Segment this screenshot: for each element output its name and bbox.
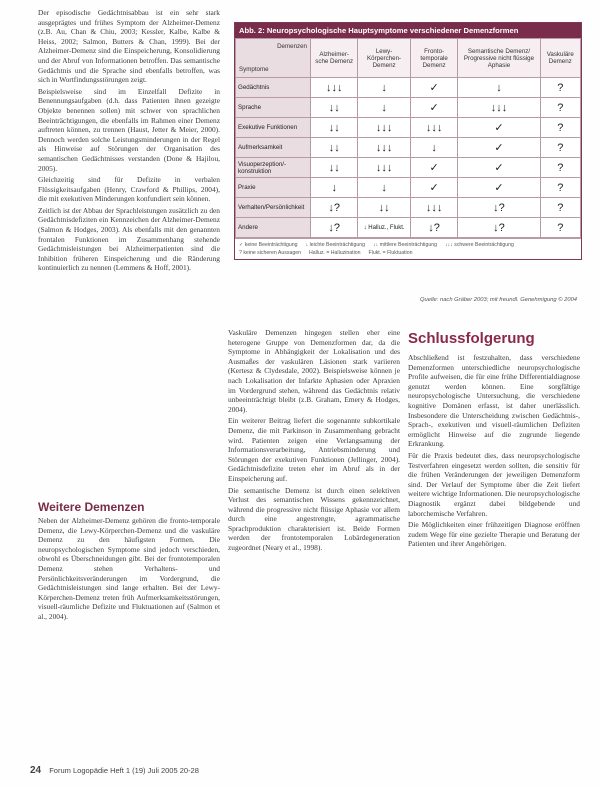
paragraph: Beispielsweise sind im Einzelfall Defizite in Benennungsaufgaben (d.h. dass Patienten ihnen gezeigte Objekte benennen sollen) mit schwer von sprachlichen Beeinträchtigungen, die ebenfalls im Rahmen einer Demenz auftreten können, zu trennen (Haust, Jetter & Meier, 2000). Dennoch werden solche Leistungsminderungen in der Regel als Hinweise auf Störungen der Organisation des semantischen Gedächtnisses verstanden (Done & Hajilou, 2005).: [38, 86, 220, 173]
paragraph: Für die Praxis bedeutet dies, dass neuropsychologische Testverfahren eingesetzt werden sollten, die sensitiv für die frühen Veränderungen der jeweiligen Demenzform sind. Der Verlauf der Symptome über die Zeit liefert weitere wichtige Informationen. Die neuropsychologische Diagnostik ergänzt dabei bildgebende und laborchemische Verfahren.: [408, 450, 580, 518]
legend-item: ? keine sicheren Aussagen: [239, 250, 302, 256]
table-cell: ↓↓: [358, 198, 410, 218]
table-title: Abb. 2: Neuropsychologische Hauptsymptome verschiedener Demenzformen: [235, 23, 581, 38]
table-body: [236, 78, 581, 238]
table-cell: ✓: [458, 118, 540, 138]
table-row: [236, 178, 581, 198]
table-cell: ↓: [311, 178, 358, 198]
page-number: 24: [30, 765, 42, 776]
table-legend: [235, 238, 581, 259]
table-row: [236, 78, 581, 98]
table-cell: ↓: [358, 78, 410, 98]
table-cell: ?: [540, 218, 580, 238]
table-row: [236, 158, 581, 178]
legend-item: ↓↓ mittlere Beeinträchtigung: [372, 242, 437, 248]
paragraph: Neben der Alzheimer-Demenz gehören die fronto-temporale Demenz, die Lewy-Körperchen-Demenz und die vaskuläre Demenz zu den häufigsten Formen. Die neuropsychologischen Symptome sind jedoch verschieden, obwohl es Überschneidungen gibt. Bei der frontotemporalen Demenz stehen Verhaltens- und Persönlichkeitsveränderungen im Vordergrund, die Gedächtnisleistungen sind lange erhalten. Bei der Lewy-Körperchen-Demenz treten früh Aufmerksamkeitsstörungen, visuell-räumliche Defizite und Fluktuationen auf (Salmon et al., 2004).: [38, 516, 220, 621]
corner-label-symptome: Symptome: [239, 66, 269, 73]
row-label: Exekutive Funktionen: [236, 118, 311, 138]
legend-item: Halluz. = Halluzination: [309, 250, 361, 256]
text-column-left-lower: [38, 516, 220, 624]
section-heading-weitere-demenzen: Weitere Demenzen: [38, 500, 145, 514]
legend-item: ↓ leichte Beeinträchtigung: [305, 242, 365, 248]
table-cell: ↓ Halluz., Flukt.: [358, 218, 410, 238]
table-row: [236, 98, 581, 118]
table-row: [236, 218, 581, 238]
column-header: Lewy-Körperchen-Demenz: [358, 39, 410, 78]
table-corner: [236, 39, 311, 78]
table-cell: ↓: [458, 78, 540, 98]
row-label: Sprache: [236, 98, 311, 118]
table-cell: ↓↓↓: [311, 78, 358, 98]
row-label: Andere: [236, 218, 311, 238]
table-cell: ✓: [458, 178, 540, 198]
column-header: Fronto-temporale Demenz: [410, 39, 458, 78]
paragraph: Ein weiterer Beitrag liefert die sogenannte subkortikale Demenz, die mit Parkinson in Zusammenhang gebracht wird. Patienten zeigen eine Verlangsamung der Informationsverarbeitung, Antriebsminderung und Störungen der exekutiven Funktionen (Jellinger, 2004). Gedächtnisdefizite treten eher im Abruf als in der Einspeicherung auf.: [228, 416, 400, 483]
table-cell: ↓?: [311, 198, 358, 218]
table-cell: ↓?: [311, 218, 358, 238]
table-cell: ↓↓↓: [458, 98, 540, 118]
table-cell: ↓↓: [311, 138, 358, 158]
table-cell: ✓: [410, 158, 458, 178]
table-cell: ✓: [458, 138, 540, 158]
table-cell: ✓: [410, 78, 458, 98]
table-cell: ↓?: [458, 198, 540, 218]
text-column-middle: [228, 328, 400, 555]
table-cell: ↓↓: [311, 98, 358, 118]
table-grid: [235, 38, 581, 238]
paragraph: Die semantische Demenz ist durch einen selektiven Verlust des semantischen Wissens gekennzeichnet, während die progressive nicht flüssige Aphasie vor allem durch eine angestrengte, agrammatische Sprachproduktion charakterisiert ist. Beide Formen werden der frontotemporalen Lobärdegeneration zugeordnet (Neary et al., 1998).: [228, 485, 400, 553]
page-footer: [30, 765, 199, 776]
text-column-left: [38, 8, 220, 275]
paragraph: Abschließend ist festzuhalten, dass verschiedene Demenzformen unterschiedliche neuropsychologische Profile aufweisen, die für eine frühe Differentialdiagnose genutzt werden können. Eine sorgfältige neuropsychologische Untersuchung, die verschiedene kognitive Domänen erfasst, ist daher unerlässlich. Insbesondere die Unterscheidung zwischen Gedächtnis-, Sprach-, exekutiven und visuell-räumlichen Defiziten ermöglicht Hinweise auf die zugrunde liegende Erkrankung.: [408, 353, 580, 449]
paragraph: Zeitlich ist der Abbau der Sprachleistungen zusätzlich zu den Gedächtnisdefiziten ein Kennzeichen der Alzheimer-Demenz (Salmon & Hodges, 2003). Als ebenfalls mit den genannten frontalen Funktionen im Zusammenhang stehende Gedächtnisleistungen bei Alzheimerpatienten sind die Inhibition früheren Einspeicherung und die Ränderung kontinuierlich zu nennen (Lemmens & Hoff, 2001).: [38, 205, 220, 273]
table-cell: ↓: [358, 98, 410, 118]
paragraph: Der episodische Gedächtnisabbau ist ein sehr stark ausgeprägtes und frühes Symptom der Alzheimer-Demenz (z.B. Au, Chan & Chiu, 2003; Kessler, Kalbe, Kalbe & Heiss, 2002; Salmon, Butters & Chan, 1999). Bei der Alzheimer-Demenz sind die Einspeicherung, Konsolidierung und der Abruf von Informationen betroffen. Das semantische Gedächtnis und die Sprache sind ebenfalls betroffen, was sich in Wortfindungsstörungen zeigt.: [38, 8, 220, 85]
symptom-table: [234, 22, 582, 260]
section-heading-schlussfolgerung: Schlussfolgerung: [408, 330, 535, 347]
table-row: [236, 198, 581, 218]
paragraph: Vaskuläre Demenzen hingegen stellen eher eine heterogene Gruppe von Demenzformen dar, da die Symptome in Abhängigkeit der Lokalisation und des Ausmaßes der vaskulären Läsionen stark variieren (Kertesz & Clydesdale, 2002). Beispielsweise können je nach Lokalisation der Infarkte Aphasien oder Apraxien im Vordergrund stehen, während das Gedächtnis relativ unbeeinträchtigt bleibt (z.B. Graham, Emery & Hodges, 2004).: [228, 328, 400, 414]
corner-label-demenzen: Demenzen: [277, 43, 307, 50]
table-source: Quelle: nach Gräber 2003; mit freundl. Genehmigung © 2004: [420, 297, 578, 303]
footer-text: Forum Logopädie Heft 1 (19) Juli 2005 20-28: [49, 766, 199, 775]
table-cell: ✓: [458, 158, 540, 178]
column-header: Alzheimer-sche Demenz: [311, 39, 358, 78]
table-row: [236, 118, 581, 138]
table-cell: ?: [540, 98, 580, 118]
row-label: Visuoperzeption/-konstruktion: [236, 158, 311, 178]
table-row: [236, 138, 581, 158]
row-label: Praxie: [236, 178, 311, 198]
table-cell: ✓: [410, 178, 458, 198]
table-cell: ↓?: [410, 218, 458, 238]
table-cell: ↓: [358, 178, 410, 198]
table-cell: ?: [540, 198, 580, 218]
table-cell: ↓↓↓: [358, 118, 410, 138]
paragraph: Die Möglichkeiten einer frühzeitigen Diagnose eröffnen zudem Wege für eine gezielte Therapie und Beratung der Patienten und ihrer Angehörigen.: [408, 520, 580, 549]
table-cell: ?: [540, 178, 580, 198]
row-label: Aufmerksamkeit: [236, 138, 311, 158]
paragraph: Gleichzeitig sind für Defizite in verbalen Flüssigkeitsaufgaben (Henry, Crawford & Phillips, 2004), die mit exekutiven Minderungen konfundiert sein können.: [38, 175, 220, 204]
legend-item: ✓ keine Beeinträchtigung: [239, 242, 298, 248]
row-label: Gedächtnis: [236, 78, 311, 98]
table-cell: ↓↓↓: [358, 158, 410, 178]
legend-item: Flukt. = Fluktuation: [368, 250, 413, 256]
table-cell: ✓: [410, 98, 458, 118]
text-column-right: [408, 353, 580, 551]
table-cell: ↓?: [458, 218, 540, 238]
table-cell: ↓↓: [311, 158, 358, 178]
table-cell: ?: [540, 138, 580, 158]
column-header: Semantische Demenz/ Progressive nicht flüssige Aphasie: [458, 39, 540, 78]
table-cell: ↓↓↓: [410, 198, 458, 218]
table-cell: ?: [540, 158, 580, 178]
table-cell: ↓: [410, 138, 458, 158]
table-cell: ↓↓↓: [358, 138, 410, 158]
table-cell: ?: [540, 118, 580, 138]
table-cell: ↓↓: [311, 118, 358, 138]
column-header: Vaskuläre Demenz: [540, 39, 580, 78]
legend-item: ↓↓↓ schwere Beeinträchtigung: [445, 242, 514, 248]
table-cell: ?: [540, 78, 580, 98]
row-label: Verhalten/Persönlichkeit: [236, 198, 311, 218]
table-cell: ↓↓↓: [410, 118, 458, 138]
